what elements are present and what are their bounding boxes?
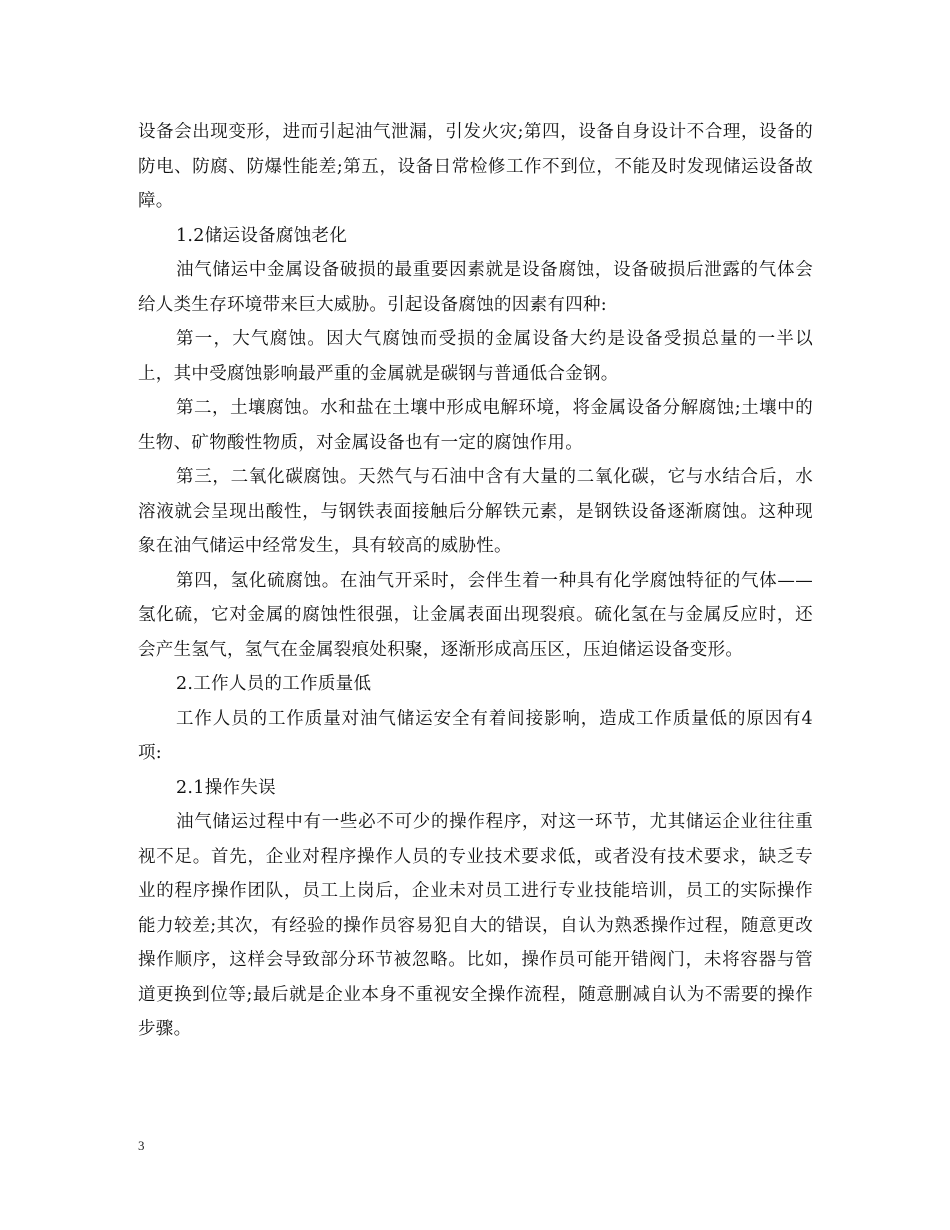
- document-body: [138, 115, 813, 1047]
- paragraph-soil-corrosion: 第二，土壤腐蚀。水和盐在土壤中形成电解环境，将金属设备分解腐蚀;土壤中的生物、矿物酸性物质，对金属设备也有一定的腐蚀作用。: [138, 398, 813, 453]
- heading-2: 2.工作人员的工作质量低: [176, 674, 372, 694]
- paragraph-work-quality: 工作人员的工作质量对油气储运安全有着间接影响，造成工作质量低的原因有4项:: [138, 708, 813, 763]
- paragraph-atmospheric-corrosion: 第一，大气腐蚀。因大气腐蚀而受损的金属设备大约是设备受损总量的一半以上，其中受腐蚀影响最严重的金属就是碳钢与普通低合金钢。: [138, 329, 813, 384]
- subheading-2-1: 2.1操作失误: [176, 777, 276, 798]
- paragraph-continuation: 设备会出现变形，进而引起油气泄漏，引发火灾;第四，设备自身设计不合理，设备的防电、防腐、防爆性能差;第五，设备日常检修工作不到位，不能及时发现储运设备故障。: [138, 122, 813, 211]
- subheading-1-2: 1.2储运设备腐蚀老化: [176, 225, 348, 246]
- page-number: 3: [138, 1138, 145, 1153]
- paragraph-corrosion-intro: 油气储运中金属设备破损的最重要因素就是设备腐蚀，设备破损后泄露的气体会给人类生存环境带来巨大威胁。引起设备腐蚀的因素有四种:: [138, 260, 813, 315]
- paragraph-h2s-corrosion: 第四，氢化硫腐蚀。在油气开采时，会伴生着一种具有化学腐蚀特征的气体——氢化硫，它对金属的腐蚀性很强，让金属表面出现裂痕。硫化氢在与金属反应时，还会产生氢气，氢气在金属裂痕处积聚，逐渐形成高压区，压迫储运设备变形。: [138, 570, 813, 660]
- paragraph-operation-errors: 油气储运过程中有一些必不可少的操作程序，对这一环节，尤其储运企业往往重视不足。首先，企业对程序操作人员的专业技术要求低，或者没有技术要求，缺乏专业的程序操作团队，员工上岗后，企业未对员工进行专业技能培训，员工的实际操作能力较差;其次，有经验的操作员容易犯自大的错误，自认为熟悉操作过程，随意更改操作顺序，这样会导致部分环节被忽略。比如，操作员可能开错阀门，未将容器与管道更换到位等;最后就是企业本身不重视安全操作流程，随意删减自认为不需要的操作步骤。: [138, 812, 813, 1039]
- paragraph-co2-corrosion: 第三，二氧化碳腐蚀。天然气与石油中含有大量的二氧化碳，它与水结合后，水溶液就会呈现出酸性，与钢铁表面接触后分解铁元素，是钢铁设备逐渐腐蚀。这种现象在油气储运中经常发生，具有较高的威胁性。: [138, 467, 813, 556]
